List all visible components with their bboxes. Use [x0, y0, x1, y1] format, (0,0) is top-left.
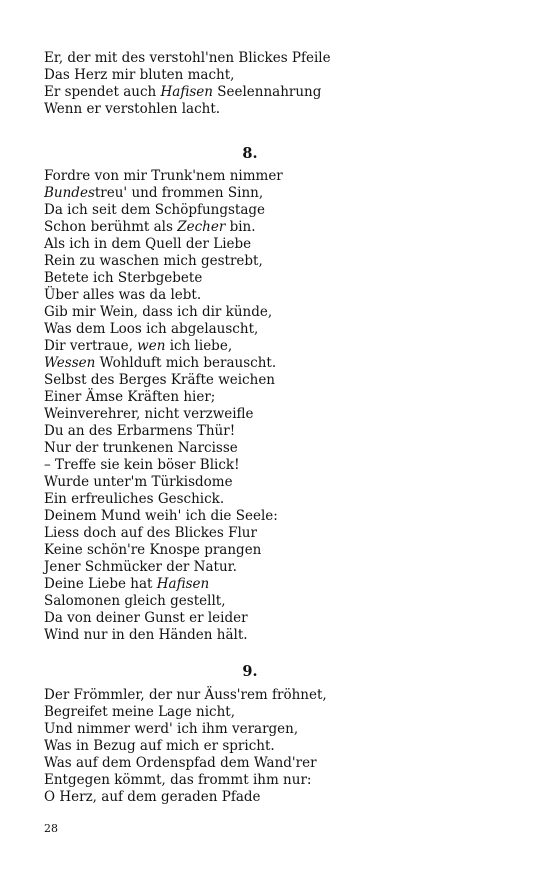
poem-line: Jener Schmücker der Natur. [44, 559, 237, 575]
section-8-heading: 8. [242, 145, 258, 162]
poem-line: Fordre von mir Trunk'nem nimmer [44, 168, 283, 184]
poem-line: Deinem Mund weih' ich die Seele: [44, 508, 278, 524]
poem-line: Und nimmer werd' ich ihm verargen, [44, 721, 299, 737]
poem-line [44, 338, 464, 355]
italic-text: Zecher [177, 219, 226, 235]
poem-line: O Herz, auf dem geraden Pfade [44, 789, 261, 805]
poem-line [44, 84, 464, 101]
poem-line: Gib mir Wein, dass ich dir künde, [44, 304, 273, 320]
text-run: Wohlduft mich berauscht. [95, 355, 277, 371]
section-9-heading: 9. [242, 663, 258, 680]
poem-line [44, 219, 464, 236]
poem-line: Der Frömmler, der nur Äuss'rem fröhnet, [44, 687, 327, 703]
poem-line: Was in Bezug auf mich er spricht. [44, 738, 275, 754]
poem-line: Liess doch auf des Blickes Flur [44, 525, 257, 541]
italic-text: Hafisen [156, 576, 210, 592]
text-run: Dir vertraue, [44, 338, 138, 354]
poem-line: Was auf dem Ordenspfad dem Wand'rer [44, 755, 317, 771]
poem-line [44, 576, 464, 593]
italic-text: Bundes [44, 185, 95, 201]
poem-line: Weinverehrer, nicht verzweifle [44, 406, 254, 422]
poem-line: Du an des Erbarmens Thür! [44, 423, 236, 439]
text-run: Seelennahrung [212, 84, 322, 100]
italic-text: Hafisen [160, 84, 213, 100]
poem-line: Wind nur in den Händen hält. [44, 627, 248, 643]
poem-line: Wurde unter'm Türkisdome [44, 474, 233, 490]
poem-line: Keine schön're Knospe prangen [44, 542, 262, 558]
poem-line: Einer Ämse Kräften hier; [44, 389, 216, 405]
poem-line: Begreifet meine Lage nicht, [44, 704, 236, 720]
poem-line [44, 355, 464, 372]
section-9-poem [44, 687, 464, 806]
poem-line [44, 185, 464, 202]
text-run: bin. [225, 219, 256, 235]
poem-line: Nur der trunkenen Narcisse [44, 440, 238, 456]
poem-line: Als ich in dem Quell der Liebe [44, 236, 252, 252]
page-number: 28 [44, 822, 58, 835]
poem-line: Salomonen gleich gestellt, [44, 593, 226, 609]
stanza-top [44, 50, 464, 118]
poem-line: Da ich seit dem Schöpfungstage [44, 202, 266, 218]
poem-line: Was dem Loos ich abgelauscht, [44, 321, 259, 337]
text-run: Schon berühmt als [44, 219, 178, 235]
poem-line: Über alles was da lebt. [44, 287, 202, 303]
text-run: ich liebe, [165, 338, 233, 354]
poem-line: Da von deiner Gunst er leider [44, 610, 248, 626]
section-8-poem [44, 168, 464, 644]
italic-text: wen [137, 338, 166, 354]
poem-line: Betete ich Sterbgebete [44, 270, 203, 286]
poem-line: Er, der mit des verstohl'nen Blickes Pfeile [44, 50, 331, 66]
poem-line: – Treffe sie kein böser Blick! [44, 457, 240, 473]
text-run: Er spendet auch [44, 84, 161, 100]
poem-line: Selbst des Berges Kräfte weichen [44, 372, 275, 388]
poem-line: Wenn er verstohlen lacht. [44, 101, 221, 117]
poem-line: Rein zu waschen mich gestrebt, [44, 253, 263, 269]
text-run: Deine Liebe hat [44, 576, 157, 592]
poem-line: Ein erfreuliches Geschick. [44, 491, 225, 507]
poem-line: Entgegen kömmt, das frommt ihm nur: [44, 772, 312, 788]
text-run: treu' und frommen Sinn, [94, 185, 264, 201]
italic-text: Wessen [44, 355, 96, 371]
poem-line: Das Herz mir bluten macht, [44, 67, 235, 83]
